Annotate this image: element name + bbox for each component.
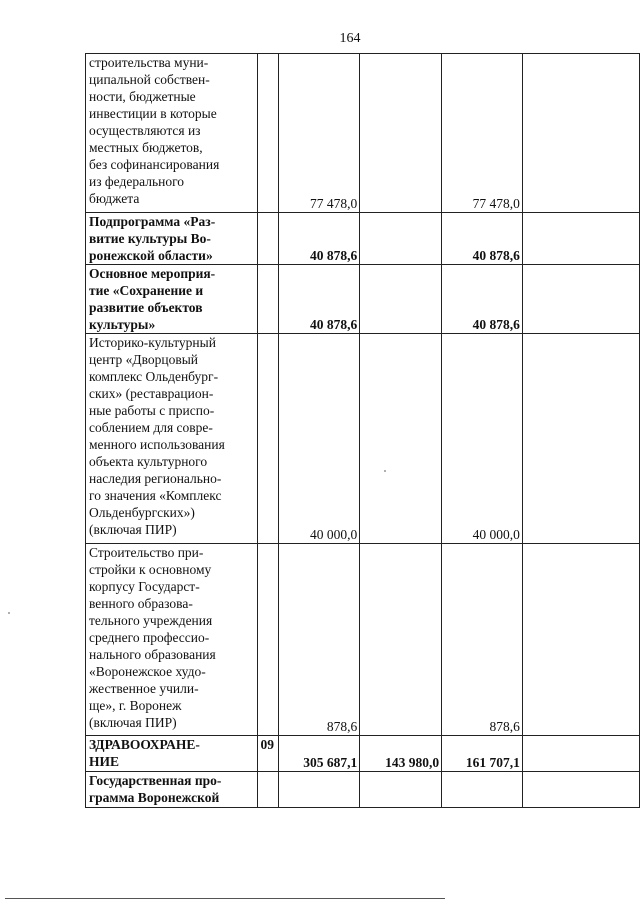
row-federal-cell: 143 980,0 [360,736,442,772]
row-code-cell: 09 [257,736,279,772]
table-row [86,544,640,736]
row-regional-cell [442,772,523,808]
row-total-cell: 40 878,6 [279,213,360,265]
row-name-cell: ЗДРАВООХРАНЕ- НИЕ [86,736,258,772]
row-name-cell: Подпрограмма «Раз- витие культуры Во- ронежской области» [86,213,258,265]
row-name-cell: Строительство при- стройки к основному корпусу Государст- венного образова- тельного учреждения среднего профессио- нального образования «Воронежское худо- жественное учили- ще», г. Воронеж (включая ПИР) [86,544,258,736]
table-row [86,213,640,265]
row-code-cell [257,544,279,736]
row-regional-cell: 878,6 [442,544,523,736]
page-bottom-line [5,898,445,899]
table-row [86,334,640,544]
row-code-cell [257,772,279,808]
row-federal-cell [360,772,442,808]
row-extra-cell [522,772,639,808]
table-row [86,736,640,772]
row-total-cell: 878,6 [279,544,360,736]
row-regional-cell: 40 878,6 [442,265,523,334]
row-code-cell [257,265,279,334]
row-extra-cell [522,544,639,736]
row-extra-cell [522,736,639,772]
row-extra-cell [522,54,639,213]
scan-speck [384,470,386,472]
row-regional-cell: 161 707,1 [442,736,523,772]
row-code-cell [257,54,279,213]
scan-speck [8,612,10,614]
row-extra-cell [522,334,639,544]
row-regional-cell: 77 478,0 [442,54,523,213]
row-total-cell: 77 478,0 [279,54,360,213]
row-total-cell: 305 687,1 [279,736,360,772]
table-row [86,772,640,808]
row-total-cell: 40 878,6 [279,265,360,334]
row-federal-cell [360,544,442,736]
row-name-cell: Государственная про- грамма Воронежской [86,772,258,808]
row-regional-cell: 40 878,6 [442,213,523,265]
table-row [86,265,640,334]
row-federal-cell [360,265,442,334]
row-total-cell [279,772,360,808]
row-name-cell: Историко-культурный центр «Дворцовый комплекс Ольденбург- ских» (реставрацион- ные работы с приспо- соблением для совре- менного использования объекта культурного наследия регионально- го значения «Комплекс Ольденбургских») (включая ПИР) [86,334,258,544]
page-number: 164 [339,31,361,46]
row-code-cell [257,334,279,544]
row-name-cell: строительства муни- ципальной собствен- ности, бюджетные инвестиции в которые осуществляются из местных бюджетов, без софинансирования из федерального бюджета [86,54,258,213]
budget-table [85,53,640,808]
row-regional-cell: 40 000,0 [442,334,523,544]
row-extra-cell [522,265,639,334]
row-federal-cell [360,213,442,265]
table-row [86,54,640,213]
row-total-cell: 40 000,0 [279,334,360,544]
row-extra-cell [522,213,639,265]
row-federal-cell [360,334,442,544]
row-name-cell: Основное мероприя- тие «Сохранение и развитие объектов культуры» [86,265,258,334]
row-code-cell [257,213,279,265]
row-federal-cell [360,54,442,213]
